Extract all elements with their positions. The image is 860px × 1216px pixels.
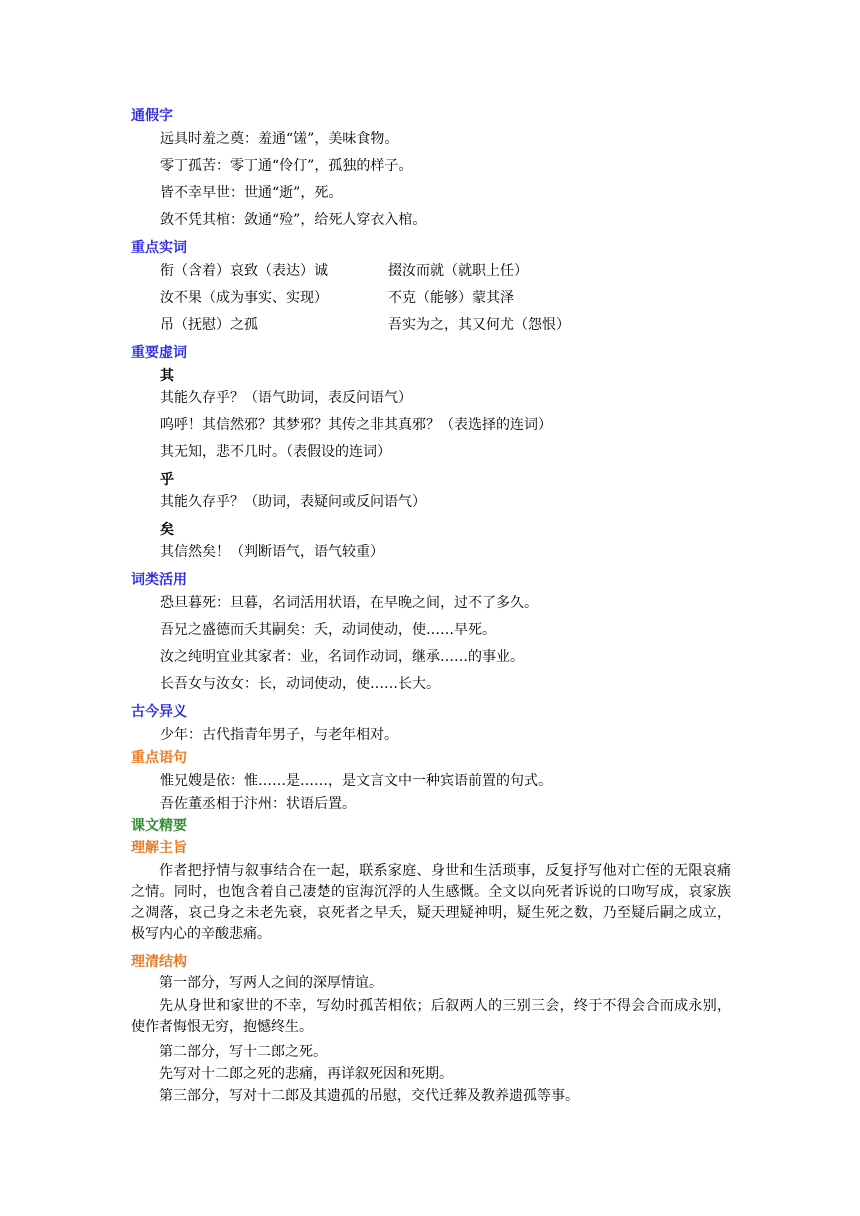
shici-cell: 吾实为之，其又何尤（怨恨） [388,317,570,333]
tongjiazi-item: 远具时羞之奠：羞通“馐”，美味食物。 [160,131,399,147]
xuci-item: 其能久存乎？（语气助词，表反问语气） [160,390,412,406]
tongjiazi-item: 皆不幸早世：世通“逝”，死。 [160,185,343,201]
huoyong-item: 恐旦暮死：旦暮，名词活用状语，在早晚之间，过不了多久。 [160,595,538,611]
yuju-item: 惟兄嫂是依：惟……是……，是文言文中一种宾语前置的句式。 [160,773,552,789]
xuci-item: 其信然矣！（判断语气，语气较重） [160,544,384,560]
jiegou-paragraph: 先从身世和家世的不幸，写幼时孤苦相依；后叙两人的三别三会，终于不得会合而成永别，使作者悔恨无穷，抱憾终生。 [131,998,731,1035]
shici-cell: 掇汝而就（就职上任） [388,263,528,279]
zhuzhi-paragraph: 作者把抒情与叙事结合在一起，联系家庭、身世和生活琐事，反复抒写他对亡侄的无限哀痛之情。同时，也饱含着自己凄楚的宦海沉浮的人生感慨。全文以向死者诉说的口吻写成，哀家族之凋落，哀己身之未老先衰，哀死者之早夭，疑天理疑神明，疑生死之数，乃至疑后嗣之成立，极写内心的辛酸悲痛。 [131,863,731,942]
shici-cell: 吊（抚慰）之孤 [160,317,258,333]
huoyong-item: 汝之纯明宜业其家者：业，名词作动词，继承……的事业。 [160,649,524,665]
heading-xuci: 重要虚词 [131,345,187,361]
yuju-item: 吾佐董丞相于汴州：状语后置。 [160,796,356,812]
xuci-item: 其无知，悲不几时。（表假设的连词） [160,444,391,460]
jiegou-paragraph: 第一部分，写两人之间的深厚情谊。 [159,975,383,991]
heading-zhuzhi: 理解主旨 [131,840,187,856]
jiegou-paragraph: 先写对十二郎之死的悲痛，再详叙死因和死期。 [159,1066,453,1082]
huoyong-item: 长吾女与汝女：长，动词使动，使……长大。 [160,676,440,692]
heading-tongjiazi: 通假字 [131,108,173,124]
heading-shici: 重点实词 [131,240,187,256]
shici-cell: 衔（含着）哀致（表达）诚 [160,263,328,279]
shici-cell: 汝不果（成为事实、实现） [160,290,328,306]
tongjiazi-item: 敛不凭其棺：敛通“殓”，给死人穿衣入棺。 [160,212,427,228]
gujin-item: 少年：古代指青年男子，与老年相对。 [160,727,398,743]
xuci-item: 其能久存乎？（助词，表疑问或反问语气） [160,494,426,510]
jiegou-paragraph: 第三部分，写对十二郎及其遗孤的吊慰，交代迁葬及教养遗孤等事。 [159,1088,579,1104]
heading-yuju: 重点语句 [131,750,187,766]
jiegou-paragraph: 第二部分，写十二郎之死。 [159,1044,327,1060]
heading-huoyong: 词类活用 [131,572,187,588]
heading-jingyao: 课文精要 [131,818,187,834]
heading-jiegou: 理清结构 [131,954,187,970]
shici-cell: 不克（能够）蒙其泽 [388,290,514,306]
xuci-label-qi: 其 [160,368,174,384]
xuci-item: 呜呼！其信然邪？其梦邪？其传之非其真邪？（表选择的连词） [160,417,552,433]
xuci-label-yi: 矣 [160,522,174,538]
huoyong-item: 吾兄之盛德而夭其嗣矣：夭，动词使动，使……早死。 [160,622,496,638]
xuci-label-hu: 乎 [160,472,174,488]
tongjiazi-item: 零丁孤苦：零丁通“伶仃”，孤独的样子。 [160,158,413,174]
heading-gujin: 古今异义 [131,704,187,720]
